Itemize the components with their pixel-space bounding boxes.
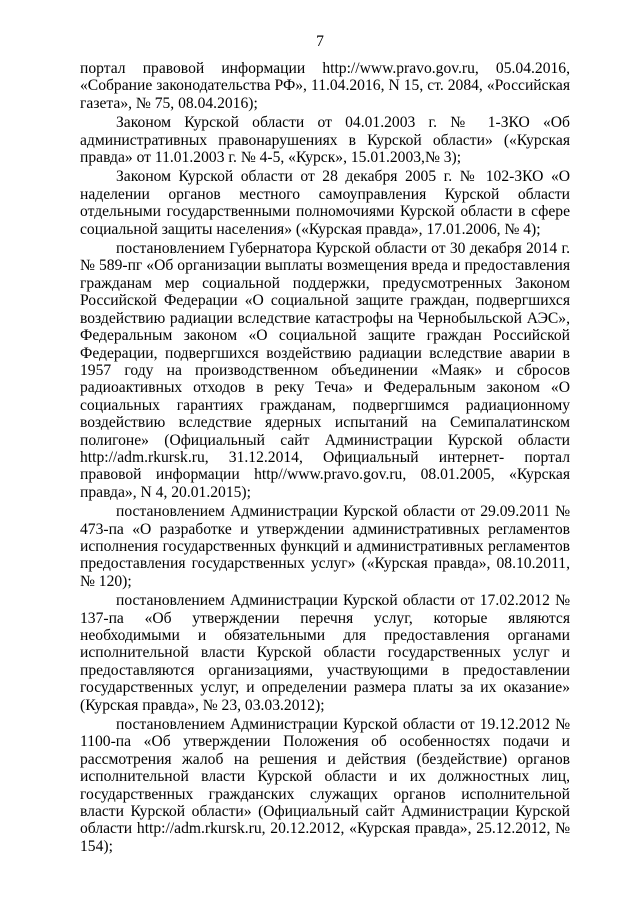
paragraph-source-continuation: портал правовой информации http://www.pravo.gov.ru, 05.04.2016, «Собрание законодательства РФ», 11.04.2016, N 15, ст. 2084, «Российская газета», № 75, 08.04.2016); (80, 60, 570, 112)
paragraph-law-102-zko: Законом Курской области от 28 декабря 2005 г. № 102-ЗКО «О наделении органов местного самоуправления Курской области отдельными государственными полномочиями Курской области в сфере социальной защиты населения» («Курская правда», 17.01.2006, № 4); (80, 168, 570, 238)
paragraph-law-1-zko: Законом Курской области от 04.01.2003 г. № 1-ЗКО «Об административных правонарушениях в Курской области» («Курская правда» от 11.01.2003 г. № 4-5, «Курск», 15.01.2003,№ 3); (80, 114, 570, 167)
paragraph-resolution-1100-pa: постановлением Администрации Курской области от 19.12.2012 № 1100-па «Об утверждении Положения об особенностях подачи и рассмотрения жалоб на решения и действия (бездействие) органов исполнительной власти Курской области и их должностных лиц, государственных гражданских служащих органов исполнительной власти Курской области» (Официальный сайт Администрации Курской области http://adm.rkursk.ru, 20.12.2012, «Курская правда», 25.12.2012, № 154); (80, 716, 570, 855)
paragraph-resolution-137-pa: постановлением Администрации Курской области от 17.02.2012 № 137-па «Об утверждении перечня услуг, которые являются необходимыми и обязательными для предоставления органами исполнительной власти Курской области государственных услуг и предоставляются организациями, участвующими в предоставлении государственных услуг, и определении размера платы за их оказание» (Курская правда», № 23, 03.03.2012); (80, 592, 570, 714)
page-number: 7 (316, 33, 324, 50)
document-body (80, 60, 570, 855)
paragraph-resolution-473-pa: постановлением Администрации Курской области от 29.09.2011 № 473-па «О разработке и утверждении административных регламентов исполнения государственных функций и административных регламентов предоставления государственных услуг» («Курская правда», 08.10.2011, № 120); (80, 503, 570, 590)
paragraph-decree-589-pg: постановлением Губернатора Курской области от 30 декабря 2014 г. № 589-пг «Об организации выплаты возмещения вреда и предоставления гражданам мер социальной поддержки, предусмотренных Законом Российской Федерации «О социальной защите граждан, подвергшихся воздействию радиации вследствие катастрофы на Чернобыльской АЭС», Федеральным законом «О социальной защите граждан Российской Федерации, подвергшихся воздействию радиации вследствие аварии в 1957 году на производственном объединении «Маяк» и сбросов радиоактивных отходов в реку Теча» и Федеральным законом «О социальных гарантиях гражданам, подвергшимся радиационному воздействию вследствие ядерных испытаний на Семипалатинском полигоне» (Официальный сайт Администрации Курской области http://adm.rkursk.ru, 31.12.2014, Официальный интернет- портал правовой информации http//www.pravo.gov.ru, 08.01.2005, «Курская правда», N 4, 20.01.2015); (80, 240, 570, 501)
